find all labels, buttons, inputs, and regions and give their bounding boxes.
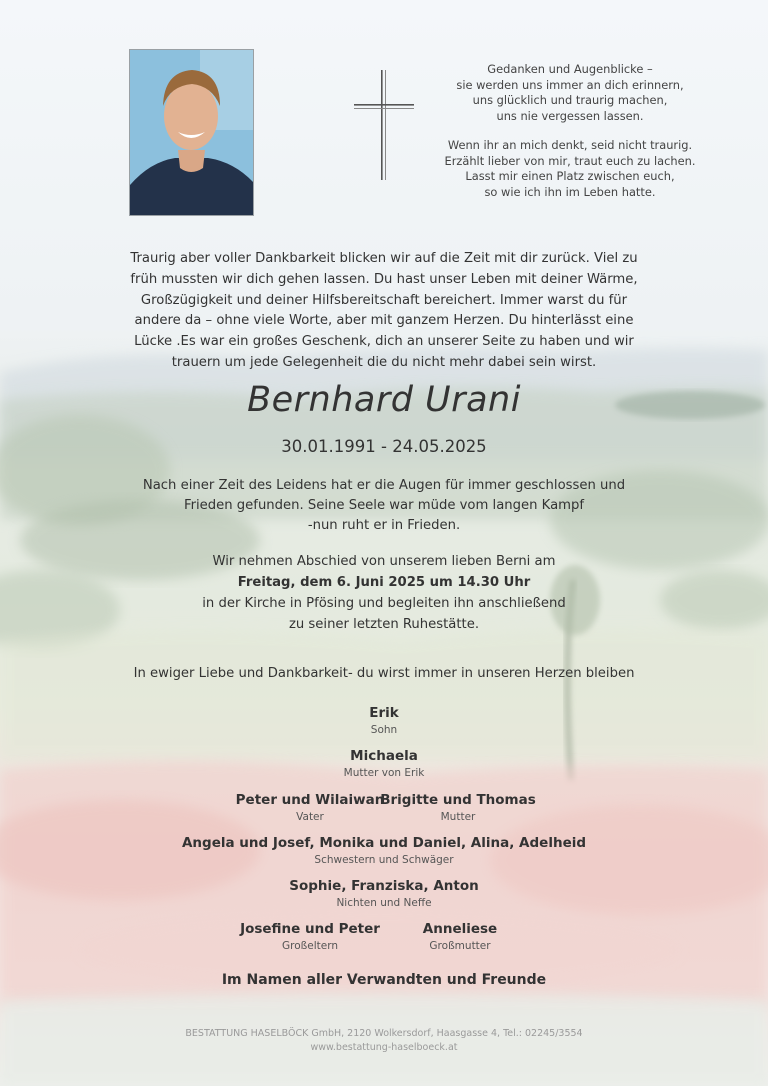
intro-line: andere da – ohne viele Worte, aber mit ganzem Herzen. Du hinterlässt eine [134, 313, 634, 329]
intro-paragraph [120, 249, 648, 374]
poem-line: Erzählt lieber von mir, traut euch zu lachen. [444, 153, 696, 168]
poem-stanza-2 [440, 138, 700, 200]
portrait-illustration [130, 50, 253, 215]
mourner-name: Erik [369, 705, 399, 721]
mourner-name: Angela und Josef, Monika und Daniel, Alina, Adelheid [181, 835, 587, 851]
mourner-role: Mutter [440, 811, 476, 823]
intro-line: Großzügigkeit und deiner Hilfsbereitschaft bereichert. Immer warst du für [140, 292, 628, 308]
passing-text [100, 476, 668, 536]
farewell-line: in der Kirche in Pfösing und begleiten ihn anschließend [202, 596, 566, 611]
mourner-role: Vater [296, 811, 324, 823]
mourner-role: Großmutter [429, 940, 491, 952]
farewell-date-time: Freitag, dem 6. Juni 2025 um 14.30 Uhr [237, 575, 531, 590]
intro-line: trauern um jede Gelegenheit die du nicht mehr dabei sein wirst. [171, 354, 597, 370]
poem-line: Lasst mir einen Platz zwischen euch, [465, 169, 675, 183]
mourner-name: Brigitte und Thomas [380, 792, 536, 808]
portrait-photo [129, 49, 254, 216]
funeral-home-address: BESTATTUNG HASELBÖCK GmbH, 2120 Wolkersdorf, Haasgasse 4, Tel.: 02245/3554 [185, 1028, 583, 1039]
passing-line: Nach einer Zeit des Leidens hat er die Augen für immer geschlossen und [142, 478, 626, 493]
closing-love-line: In ewiger Liebe und Dankbarkeit- du wirst immer in unseren Herzen bleiben [133, 666, 635, 681]
poem-stanza-1 [440, 62, 700, 124]
deceased-name: Bernhard Urani [247, 380, 521, 420]
mourner-name: Anneliese [422, 921, 498, 937]
poem [440, 62, 700, 214]
mourner-name: Peter und Wilaiwan [235, 792, 385, 808]
poem-line: uns glücklich und traurig machen, [472, 93, 668, 107]
mourner-role: Großeltern [281, 940, 338, 952]
poem-line: uns nie vergessen lassen. [496, 108, 644, 123]
mourner-role: Mutter von Erik [343, 767, 425, 779]
funeral-home-website[interactable]: www.bestattung-haselboeck.at [310, 1042, 458, 1053]
mourner-role: Schwestern und Schwäger [314, 854, 454, 866]
intro-line: Traurig aber voller Dankbarkeit blicken wir auf die Zeit mit dir zurück. Viel zu [130, 251, 638, 266]
mourner-role: Sohn [370, 724, 398, 736]
poem-line: sie werden uns immer an dich erinnern, [456, 77, 684, 92]
mourner-name: Josefine und Peter [240, 921, 380, 937]
cross-icon [352, 68, 416, 182]
poem-line: so wie ich ihn im Leben hatte. [484, 184, 656, 199]
all-relatives-line: Im Namen aller Verwandten und Freunde [221, 972, 547, 988]
intro-line: Lücke .Es war ein großes Geschenk, dich an unserer Seite zu haben und wir [134, 334, 634, 350]
farewell-text [100, 551, 668, 635]
passing-line: Frieden gefunden. Seine Seele war müde vom langen Kampf [183, 498, 585, 513]
poem-line: Wenn ihr an mich denkt, seid nicht traurig. [447, 138, 693, 152]
mourner-name: Michaela [350, 748, 418, 764]
farewell-line: Wir nehmen Abschied von unserem lieben Berni am [212, 554, 556, 569]
mourner-role: Nichten und Neffe [336, 897, 432, 909]
poem-line: Gedanken und Augenblicke – [487, 62, 653, 76]
intro-line: früh mussten wir dich gehen lassen. Du hast unser Leben mit deiner Wärme, [130, 271, 638, 287]
life-dates: 30.01.1991 - 24.05.2025 [281, 437, 487, 456]
farewell-line: zu seiner letzten Ruhestätte. [288, 617, 480, 632]
mourner-name: Sophie, Franziska, Anton [289, 878, 479, 894]
passing-line: -nun ruht er in Frieden. [307, 518, 461, 533]
